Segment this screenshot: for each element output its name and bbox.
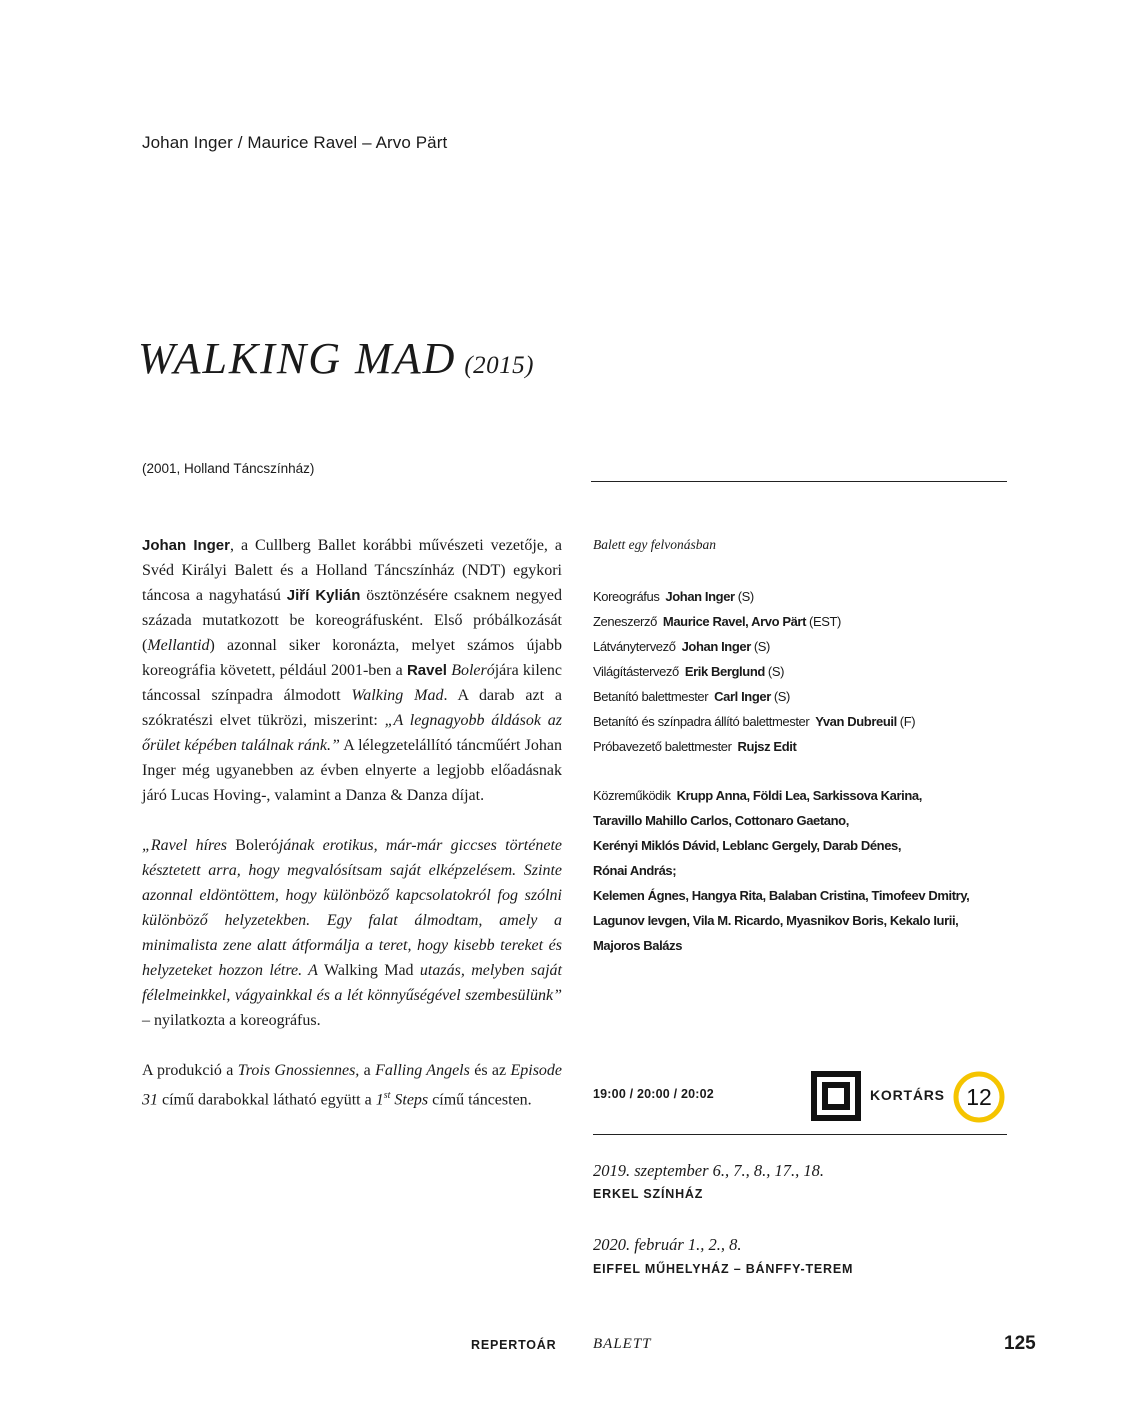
performance-venue: ERKEL SZÍNHÁZ xyxy=(593,1187,704,1201)
cast-line xyxy=(593,933,1023,958)
text-run: st xyxy=(383,1090,391,1101)
credit-nationality: (S) xyxy=(737,589,754,604)
authors-line: Johan Inger / Maurice Ravel – Arvo Pärt xyxy=(142,133,448,152)
title-main: WALKING MAD xyxy=(138,334,457,383)
cast-role: Közreműködik xyxy=(593,788,671,803)
bold-name: Johan Inger xyxy=(142,537,230,554)
bold-name: Jiří Kylián xyxy=(286,587,361,604)
premiere-note: (2001, Holland Táncszínház) xyxy=(142,461,315,476)
cast-line xyxy=(593,808,1023,833)
age-rating-badge xyxy=(953,1071,1005,1123)
category-label: KORTÁRS xyxy=(870,1087,945,1103)
italic-text: Steps xyxy=(390,1091,429,1109)
credit-nationality: (S) xyxy=(753,639,770,654)
title-year: (2015) xyxy=(464,352,535,379)
italic-text: jának erotikus, már-már giccses története késztetett arra, hogy megvalósítsam saját elképzelésem. Szinte azonnal eldöntöttem, hogy különböző kapcsolatokról fog szólni különböző helyzetekben. Egy falat álmodtam, amely a minimalista zene alatt átformálja a teret, hogy kisebb tereket és helyzeteket hozzon létre. A xyxy=(142,837,563,979)
divider xyxy=(591,481,1007,482)
credit-name: Maurice Ravel, Arvo Pärt xyxy=(662,614,807,629)
cast-names: Kelemen Ágnes, Hangya Rita, Balaban Cristina, Timofeev Dmitry, xyxy=(593,888,970,903)
bold-name: Ravel xyxy=(406,662,447,679)
text-run: című táncesten. xyxy=(428,1091,532,1109)
italic-text: Falling Angels xyxy=(375,1062,470,1079)
credit-role: Próbavezető balettmester xyxy=(593,739,732,754)
program-note xyxy=(142,1058,562,1112)
divider xyxy=(593,1134,1007,1135)
text-run: jára kilenc táncossal színpadra álmodott xyxy=(142,662,563,704)
italic-text: Episode 31 xyxy=(142,1062,563,1109)
credit-nationality: (S) xyxy=(767,664,785,679)
cast-line xyxy=(593,833,1023,858)
credit-name: Johan Inger xyxy=(681,639,751,654)
cast-line xyxy=(593,858,1023,883)
italic-text: Boleró xyxy=(451,662,495,679)
cast-names: Taravillo Mahillo Carlos, Cottonaro Gaetano, xyxy=(593,813,849,828)
credit-row xyxy=(593,584,1023,609)
credit-nationality: (EST) xyxy=(809,614,841,629)
credit-name: Rujsz Edit xyxy=(737,739,797,754)
description-paragraph xyxy=(142,533,562,808)
performance-venue: EIFFEL MŰHELYHÁZ – BÁNFFY-TEREM xyxy=(593,1262,854,1276)
credit-role: Látványtervező xyxy=(593,639,676,654)
choreographer-quote xyxy=(142,833,562,1033)
text-run: A lélegzetelállító táncműért Johan Inger még ugyanebben az évben elnyerte a legjobb előadásnak járó Lucas Hoving-, valamint a Danza & Danza díjat. xyxy=(142,737,562,804)
cast-names: Rónai András; xyxy=(593,863,677,878)
credit-nationality: (F) xyxy=(899,714,916,729)
credit-role: Zeneszerző xyxy=(593,614,657,629)
show-times: 19:00 / 20:00 / 20:02 xyxy=(593,1087,714,1101)
text-run: Walking Mad xyxy=(324,962,414,979)
page-title xyxy=(138,333,534,384)
text-run: . A darab azt a szókratészi elvet tükrözi, miszerint: xyxy=(142,687,562,729)
credit-role: Betanító és színpadra állító balettmester xyxy=(593,714,810,729)
cast-names: Majoros Balázs xyxy=(593,938,683,953)
credit-nationality: (S) xyxy=(773,689,790,704)
credit-role: Betanító balettmester xyxy=(593,689,709,704)
credit-row xyxy=(593,659,1023,684)
text-run: , a Cullberg Ballet korábbi művészeti vezetője, a Svéd Királyi Balett és a Holland Táncszínház (NDT) egykori táncosa a nagyhatású xyxy=(142,537,563,604)
text-run: ösztönzésére csaknem negyed százada mutatkozott be koreográfusként. Első próbálkozását ( xyxy=(142,587,562,654)
italic-text: „A legnagyobb áldások az őrület képében találnak ránk.” xyxy=(142,712,563,754)
text-run: – nyilatkozta a koreográfus. xyxy=(142,1012,321,1029)
credit-name: Erik Berglund xyxy=(684,664,765,679)
cast-list xyxy=(593,783,1023,958)
credit-row xyxy=(593,734,1023,759)
italic-text: „Ravel híres xyxy=(142,837,236,854)
performance-dates: 2019. szeptember 6., 7., 8., 17., 18. xyxy=(593,1161,824,1180)
cast-names: Kerényi Miklós Dávid, Leblanc Gergely, Darab Dénes, xyxy=(593,838,902,853)
cast-line xyxy=(593,908,1023,933)
credit-name: Yvan Dubreuil xyxy=(815,714,897,729)
performance-dates: 2020. február 1., 2., 8. xyxy=(593,1235,742,1254)
credit-name: Johan Inger xyxy=(665,589,735,604)
credit-row xyxy=(593,709,1023,734)
credits-list xyxy=(593,584,1023,759)
square-frame-icon xyxy=(811,1071,861,1121)
italic-text: 1 xyxy=(375,1091,384,1109)
text-run: a xyxy=(359,1062,376,1079)
text-run: Boleró xyxy=(235,837,279,854)
italic-text: utazás, melyben saját félelmeinkkel, vágyainkkal és a lét könnyűségével szembesülünk” xyxy=(142,962,563,1004)
cast-line xyxy=(593,883,1023,908)
credit-row xyxy=(593,609,1023,634)
age-rating-value: 12 xyxy=(966,1084,992,1110)
cast-names: Krupp Anna, Földi Lea, Sarkissova Karina, xyxy=(676,788,922,803)
cast-line xyxy=(593,783,1023,808)
credit-row xyxy=(593,634,1023,659)
italic-text: Walking Mad xyxy=(351,687,444,704)
footer-subsection: BALETT xyxy=(593,1336,652,1352)
cast-names: Lagunov Ievgen, Vila M. Ricardo, Myasnikov Boris, Kekalo Iurii, xyxy=(593,913,959,928)
text-run: és az xyxy=(469,1062,511,1079)
text-run: ) azonnal siker koronázta, melyet számos újabb koreográfia követett, például 2001-ben a xyxy=(142,637,562,679)
credit-name: Carl Inger xyxy=(714,689,771,704)
description-text xyxy=(142,533,562,1137)
work-subtitle: Balett egy felvonásban xyxy=(593,537,716,552)
credit-row xyxy=(593,684,1023,709)
page-number: 125 xyxy=(1004,1333,1036,1354)
italic-text: Trois Gnossiennes, xyxy=(237,1062,360,1079)
italic-text: Mellantid xyxy=(147,637,210,654)
credit-role: Világítástervező xyxy=(593,664,679,679)
footer-section: REPERTOÁR xyxy=(471,1338,557,1352)
credit-role: Koreográfus xyxy=(593,589,660,604)
text-run: című darabokkal látható együtt a xyxy=(158,1091,376,1109)
text-run: A produkció a xyxy=(142,1062,238,1079)
